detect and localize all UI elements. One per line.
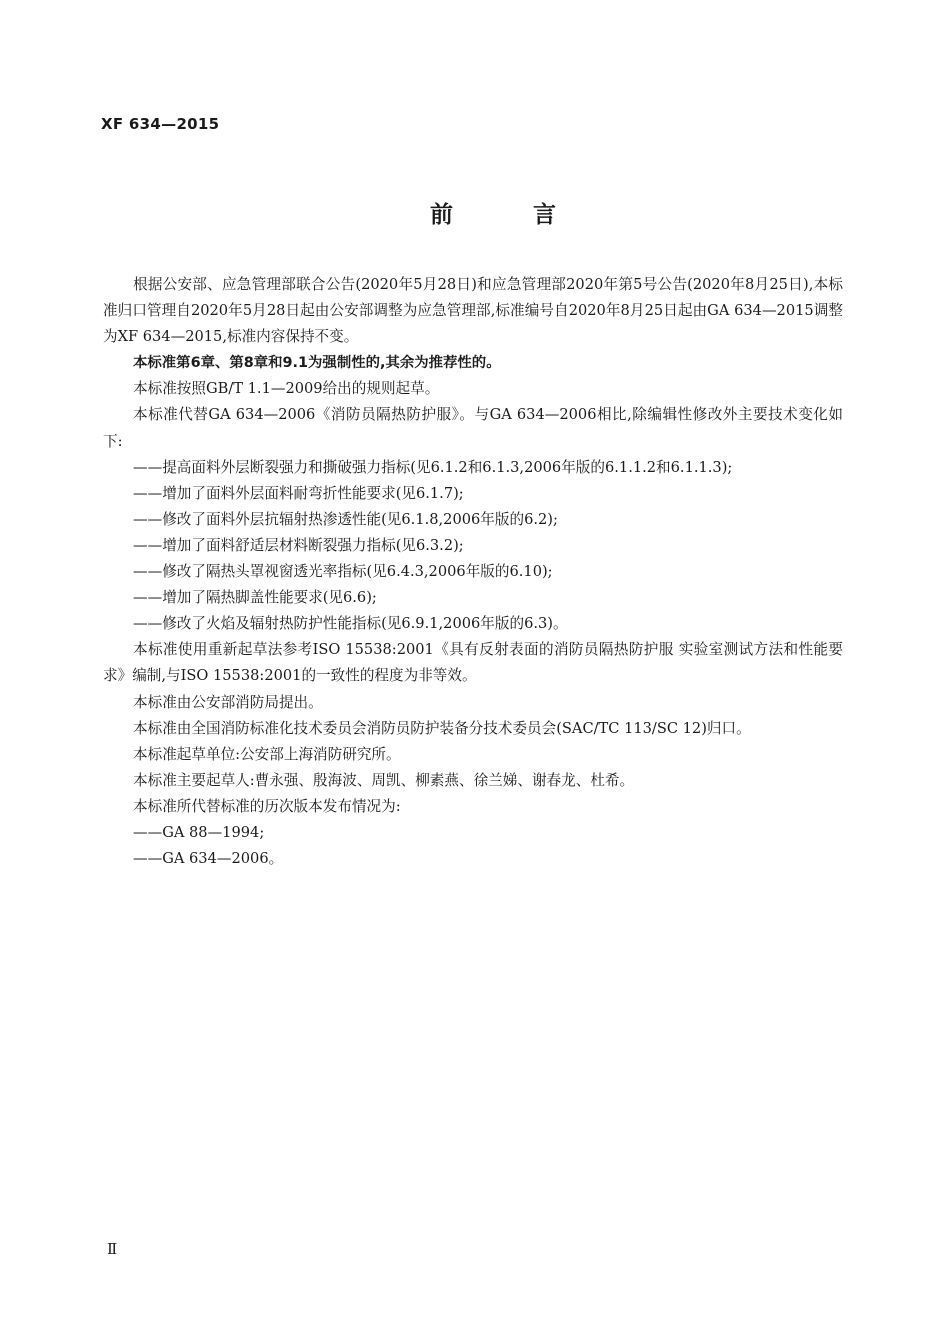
change-item: ——修改了面料外层抗辐射热渗透性能(见6.1.8,2006年版的6.2);: [133, 510, 558, 528]
paragraph-drafters: 本标准主要起草人:曹永强、殷海波、周凯、柳素燕、徐兰娣、谢春龙、杜希。: [133, 771, 635, 789]
change-item: ——修改了隔热头罩视窗透光率指标(见6.4.3,2006年版的6.10);: [133, 563, 553, 581]
page-number: Ⅱ: [107, 1240, 118, 1258]
foreword-body: [103, 272, 843, 872]
paragraph-announcement: 根据公安部、应急管理部联合公告(2020年5月28日)和应急管理部2020年第5号公告(2020年8月25日),本标准归口管理自2020年5月28日起由公安部调整为应急管理部,标准编号自2020年8月25日起由GA 634—2015调整为XF 634—2015,标准内容保持不变。: [103, 276, 843, 346]
standard-code: XF 634—2015: [101, 115, 220, 133]
change-item: ——增加了面料外层面料耐弯折性能要求(见6.1.7);: [133, 484, 464, 502]
change-item: ——修改了火焰及辐射热防护性能指标(见6.9.1,2006年版的6.3)。: [133, 615, 568, 633]
change-item: ——提高面料外层断裂强力和撕破强力指标(见6.1.2和6.1.3,2006年版的6.1.1.2和6.1.1.3);: [133, 458, 733, 476]
paragraph-committee: 本标准由全国消防标准化技术委员会消防员防护装备分技术委员会(SAC/TC 113/SC 12)归口。: [133, 719, 751, 737]
history-item: ——GA 88—1994;: [133, 823, 265, 841]
paragraph-iso-reference: 本标准使用重新起草法参考ISO 15538:2001《具有反射表面的消防员隔热防护服 实验室测试方法和性能要求》编制,与ISO 15538:2001的一致性的程度为非等效。: [103, 641, 843, 685]
paragraph-drafting-rules: 本标准按照GB/T 1.1—2009给出的规则起草。: [133, 380, 440, 398]
change-item: ——增加了面料舒适层材料断裂强力指标(见6.3.2);: [133, 536, 464, 554]
page-title: 前 言: [429, 202, 592, 228]
history-item: ——GA 634—2006。: [133, 850, 284, 868]
paragraph-history-intro: 本标准所代替标准的历次版本发布情况为:: [133, 797, 401, 815]
paragraph-drafting-unit: 本标准起草单位:公安部上海消防研究所。: [133, 745, 401, 763]
paragraph-replacement: 本标准代替GA 634—2006《消防员隔热防护服》。与GA 634—2006相比,除编辑性修改外主要技术变化如下:: [103, 406, 843, 450]
paragraph-mandatory-clauses: 本标准第6章、第8章和9.1为强制性的,其余为推荐性的。: [133, 355, 501, 372]
change-item: ——增加了隔热脚盖性能要求(见6.6);: [133, 589, 377, 607]
paragraph-proposer: 本标准由公安部消防局提出。: [133, 693, 323, 711]
